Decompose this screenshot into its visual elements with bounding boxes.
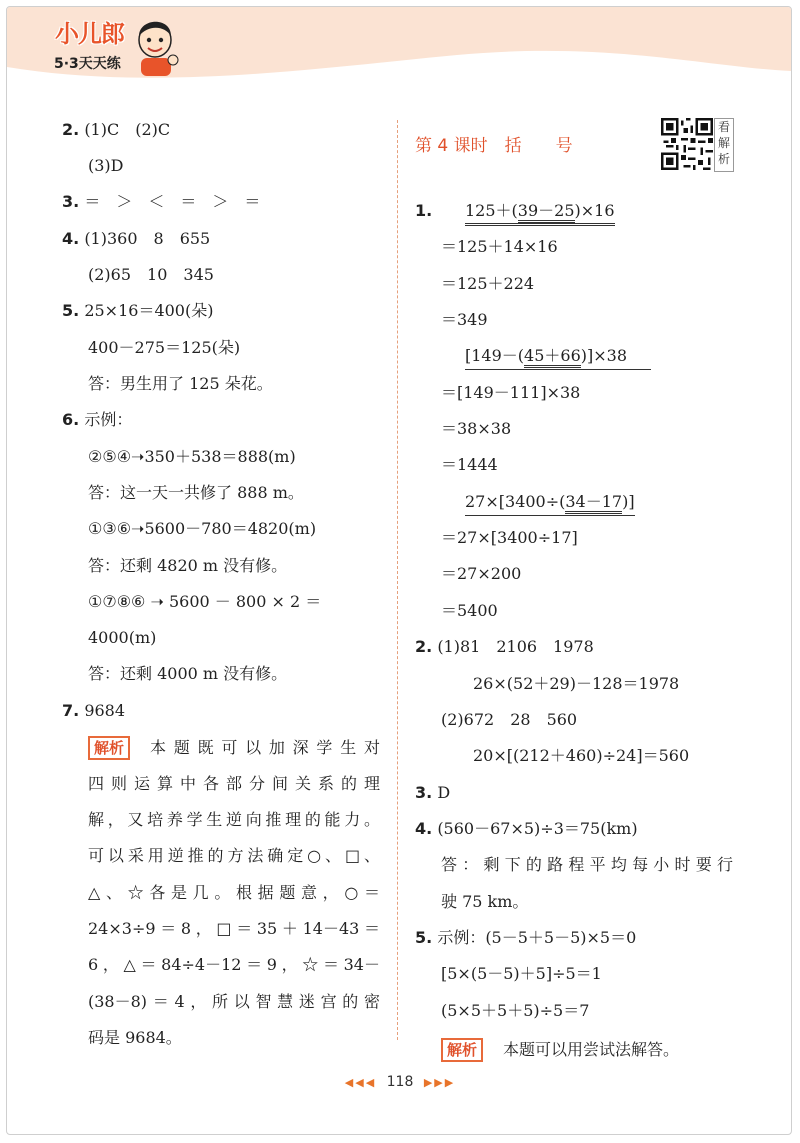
right-q1-expr-c: 27×[3400÷(34－17)] (465, 491, 635, 516)
left-q6-line1: 6. 示例： (62, 410, 133, 429)
right-q1-num: 1. (415, 201, 433, 220)
right-q1-c-step1: ＝27×[3400÷17] (441, 528, 578, 547)
left-q7-explanation-line2: 四则运算中各部分间关系的理 (88, 774, 380, 793)
right-q4-line3: 驶 75 km。 (441, 892, 529, 911)
page-number: 118 (386, 1074, 414, 1090)
left-q7-line1: 7. 9684 (62, 701, 126, 720)
left-q6-line2: ②⑤④➝350＋538＝888(m) (88, 447, 296, 466)
left-q7-explanation-line4: 可以采用逆推的方法确定○、□、 (88, 846, 380, 865)
column-divider (397, 120, 398, 1040)
right-q2-line2: 26×(52＋29)－128＝1978 (473, 674, 680, 693)
logo-subtitle: 5·3天天练 (54, 56, 121, 72)
right-q4-line2: 答：剩下的路程平均每小时要行 (441, 855, 733, 874)
left-q5-line1: 5. 25×16＝400(朵) (62, 301, 214, 320)
left-arrows-icon: ◀◀◀ (344, 1076, 377, 1089)
left-q5-line2: 400－275＝125(朵) (88, 338, 241, 357)
left-q7-explanation-line3: 解，又培养学生逆向推理的能力。 (88, 810, 380, 829)
header-band (7, 7, 791, 87)
left-q7-explanation-line7: 6，△＝84÷4－12＝9，☆＝34－ (88, 955, 380, 974)
left-q2-line2: (3)D (88, 156, 124, 175)
left-q6-line6: ①⑦⑧⑥ ➝ 5600 － 800 × 2 ＝ (88, 592, 322, 611)
left-q4-line1: 4. (1)360 8 655 (62, 229, 211, 248)
right-q1-expr-b: [149－(45＋66)]×38 (465, 345, 651, 370)
right-q5-explanation: 解析 本题可以用尝试法解答。 (441, 1038, 679, 1062)
right-q1-c-step3: ＝5400 (441, 601, 498, 620)
left-q7-explanation-line6: 24×3÷9＝8，□＝35＋14－43＝ (88, 919, 380, 938)
left-q6-line5: 答：还剩 4820 m 没有修。 (88, 556, 288, 575)
right-q1-a-step2: ＝125＋224 (441, 274, 535, 293)
lesson-title: 第 4 课时 括 号 (415, 136, 573, 156)
left-q7-explanation-line5: △、☆各是几。根据题意，○＝ (88, 883, 380, 902)
right-q1-expr-a: 125＋(39－25)×16 (465, 200, 615, 226)
left-q6-line8: 答：还剩 4000 m 没有修。 (88, 664, 288, 683)
left-q7-explanation-line9: 码是 9684。 (88, 1028, 182, 1047)
jiexi-badge: 解析 (441, 1038, 483, 1062)
right-q1-c-step2: ＝27×200 (441, 564, 522, 583)
left-q7-explanation-line1: 解析 本题既可以加深学生对 (88, 736, 380, 760)
left-q6-line3: 答：这一天一共修了 888 m。 (88, 483, 304, 502)
right-q2-line3: (2)672 28 560 (441, 710, 578, 729)
right-arrows-icon: ▶▶▶ (423, 1076, 456, 1089)
jiexi-badge: 解析 (88, 736, 130, 760)
right-q4-line1: 4. (560－67×5)÷3＝75(km) (415, 819, 638, 838)
right-q2-line4: 20×[(212＋460)÷24]＝560 (473, 746, 690, 765)
view-explanation-label[interactable]: 看解析 (714, 118, 734, 172)
right-q2-line1: 2. (1)81 2106 1978 (415, 637, 594, 656)
left-q6-line7: 4000(m) (88, 628, 157, 647)
header-wave (7, 7, 791, 87)
right-q5-line1: 5. 示例：(5－5＋5－5)×5＝0 (415, 928, 637, 947)
left-q7-explanation-line8: (38－8)＝4，所以智慧迷宫的密 (88, 992, 380, 1011)
right-q5-line3: (5×5＋5＋5)÷5＝7 (441, 1001, 590, 1020)
right-q1-b-step3: ＝1444 (441, 455, 498, 474)
left-q5-answer: 答：男生用了 125 朵花。 (88, 374, 273, 393)
mascot-boy-icon (133, 14, 181, 80)
right-q5-line2: [5×(5－5)＋5]÷5＝1 (441, 964, 602, 983)
page-footer (0, 1074, 800, 1090)
left-q2-line1: 2. (1)C (2)C (62, 120, 171, 139)
right-q3: 3. D (415, 783, 451, 802)
right-q1-b-step1: ＝[149－111]×38 (441, 383, 581, 402)
logo-title: 小儿郎 (55, 20, 124, 48)
qr-code-icon[interactable] (661, 118, 713, 170)
right-q1-a-step1: ＝125＋14×16 (441, 237, 558, 256)
left-q4-line2: (2)65 10 345 (88, 265, 214, 284)
left-q6-line4: ①③⑥➝5600－780＝4820(m) (88, 519, 317, 538)
left-q3: 3. ＝ ＞ ＜ ＝ ＞ ＝ (62, 192, 261, 211)
right-q1-b-step2: ＝38×38 (441, 419, 512, 438)
right-q1-a-step3: ＝349 (441, 310, 488, 329)
